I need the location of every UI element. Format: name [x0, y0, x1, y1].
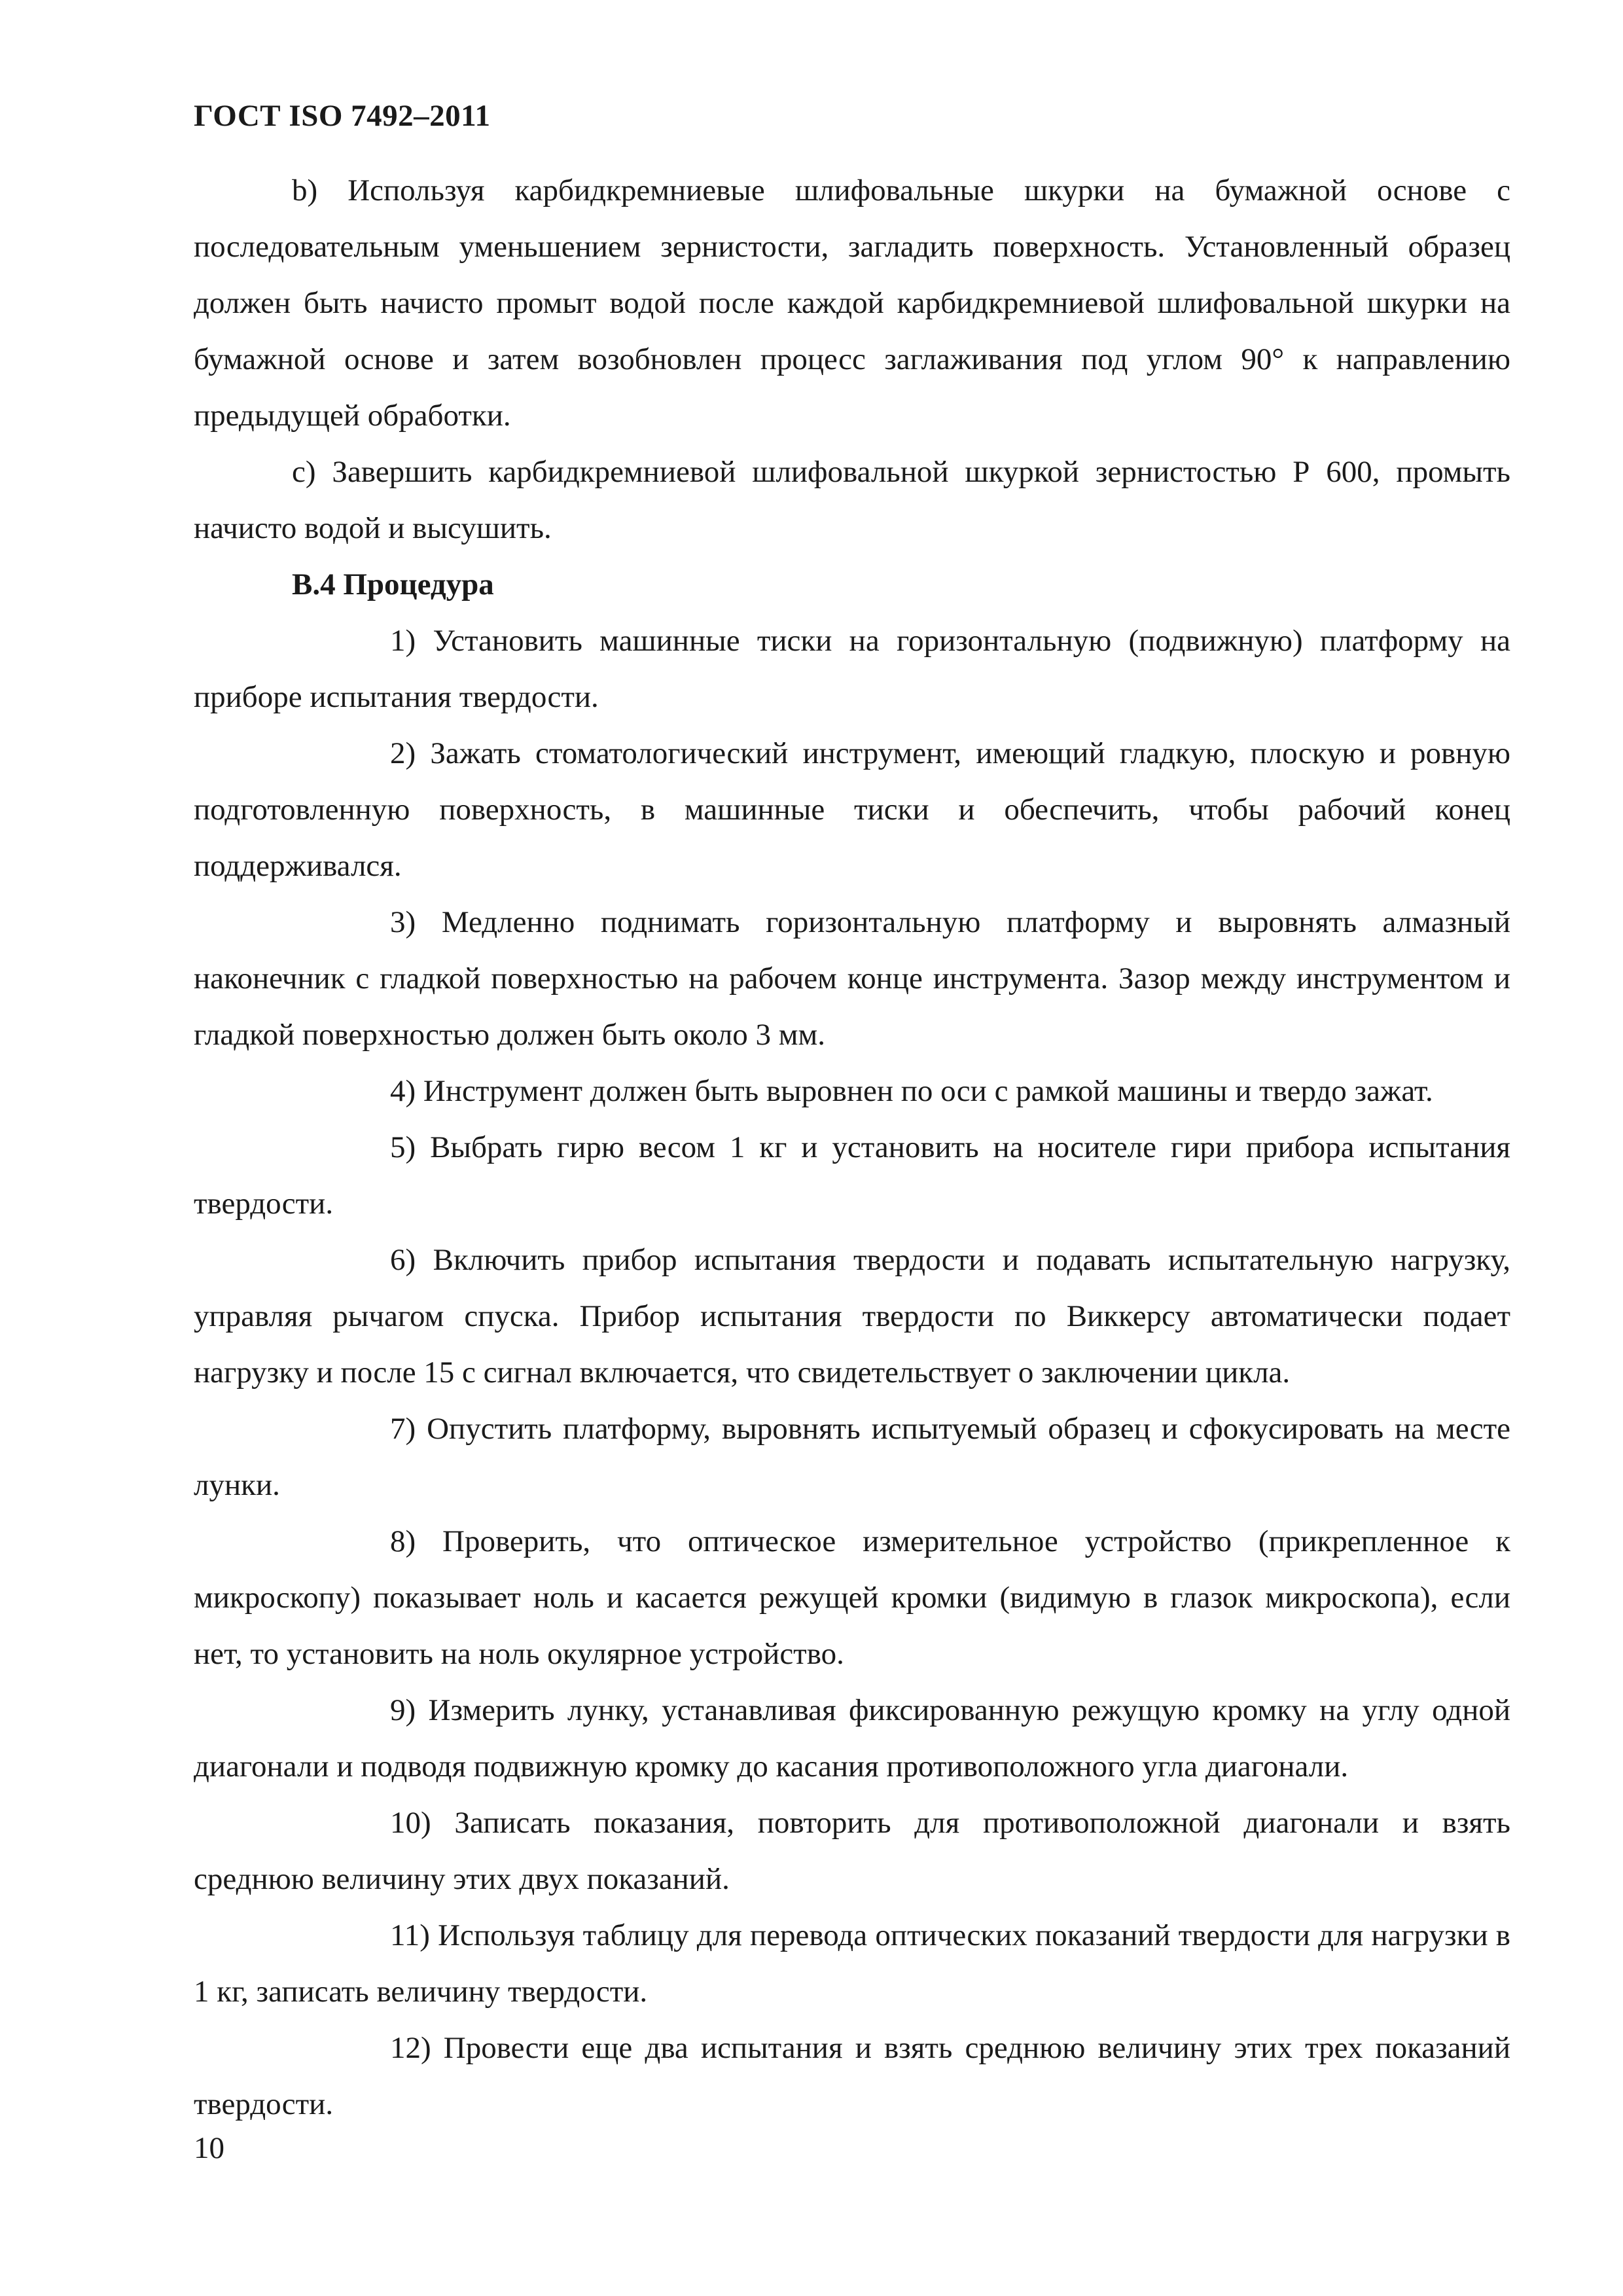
step-text: Зажать стоматологический инструмент, имеющий гладкую, плоскую и ровную подготовленную поверхность, в машинные тиски и обеспечить, чтобы рабочий конец поддерживался.	[194, 736, 1510, 883]
procedure-step-5	[194, 1119, 1510, 1232]
step-number: 12)	[390, 2031, 431, 2065]
step-number: 2)	[390, 736, 416, 770]
procedure-step-6	[194, 1232, 1510, 1401]
document-body	[194, 162, 1510, 2132]
step-number: 5)	[390, 1130, 416, 1164]
document-header: ГОСТ ISO 7492–2011	[194, 99, 491, 133]
step-number: 9)	[390, 1693, 416, 1727]
section-heading	[194, 556, 1510, 613]
procedure-step-11	[194, 1907, 1510, 2020]
step-number: 10)	[390, 1806, 431, 1840]
page-number: 10	[194, 2131, 224, 2165]
step-text: Установить машинные тиски на горизонтальную (подвижную) платформу на приборе испытания твердости.	[194, 624, 1510, 714]
paragraph-c: c) Завершить карбидкремниевой шлифовальной шкуркой зернистостью Р 600, промыть начисто водой и высушить.	[194, 455, 1510, 545]
section-title: Процедура	[343, 567, 494, 601]
procedure-step-9	[194, 1682, 1510, 1795]
step-number: 4)	[390, 1074, 416, 1108]
step-text: Включить прибор испытания твердости и подавать испытательную нагрузку, управляя рычагом спуска. Прибор испытания твердости по Виккерсу автоматически подает нагрузку и после 15 с сигнал включается, что свидетельствует о заключении цикла.	[194, 1243, 1510, 1390]
step-number: 8)	[390, 1524, 416, 1558]
step-text: Проверить, что оптическое измерительное устройство (прикрепленное к микроскопу) показывает ноль и касается режущей кромки (видимую в глазок микроскопа), если нет, то установить на ноль окулярное устройство.	[194, 1524, 1511, 1671]
step-text: Медленно поднимать горизонтальную платформу и выровнять алмазный наконечник с гладкой поверхностью на рабочем конце инструмента. Зазор между инструментом и гладкой поверхностью должен быть около 3 мм.	[194, 905, 1511, 1052]
step-text: Записать показания, повторить для противоположной диагонали и взять среднюю величину этих двух показаний.	[194, 1806, 1510, 1896]
step-number: 1)	[390, 624, 416, 658]
step-number: 6)	[390, 1243, 416, 1277]
step-text: Провести еще два испытания и взять среднюю величину этих трех показаний твердости.	[194, 2031, 1510, 2121]
step-text: Выбрать гирю весом 1 кг и установить на носителе гири прибора испытания твердости.	[194, 1130, 1511, 1221]
section-number: В.4	[292, 567, 336, 601]
step-text: Используя таблицу для перевода оптических показаний твердости для нагрузки в 1 кг, записать величину твердости.	[194, 1918, 1511, 2009]
procedure-step-8	[194, 1513, 1510, 1682]
procedure-step-3	[194, 894, 1510, 1063]
step-text: Инструмент должен быть выровнен по оси с рамкой машины и твердо зажат.	[423, 1074, 1433, 1108]
step-number: 7)	[390, 1412, 416, 1446]
step-number: 11)	[390, 1918, 430, 1952]
procedure-step-12	[194, 2020, 1510, 2132]
paragraph-b: b) Используя карбидкремниевые шлифовальные шкурки на бумажной основе с последовательным уменьшением зернистости, загладить поверхность. Установленный образец должен быть начисто промыт водой после каждой карбидкремниевой шлифовальной шкурки на бумажной основе и затем возобновлен процесс заглаживания под углом 90° к направлению предыдущей обработки.	[194, 173, 1510, 433]
procedure-step-1	[194, 613, 1510, 725]
procedure-step-10	[194, 1795, 1510, 1907]
step-text: Измерить лунку, устанавливая фиксированную режущую кромку на углу одной диагонали и подводя подвижную кромку до касания противоположного угла диагонали.	[194, 1693, 1510, 1784]
procedure-step-4	[194, 1063, 1510, 1119]
procedure-step-7	[194, 1401, 1510, 1513]
step-text: Опустить платформу, выровнять испытуемый образец и сфокусировать на месте лунки.	[194, 1412, 1511, 1502]
step-number: 3)	[390, 905, 416, 939]
procedure-step-2	[194, 725, 1510, 894]
